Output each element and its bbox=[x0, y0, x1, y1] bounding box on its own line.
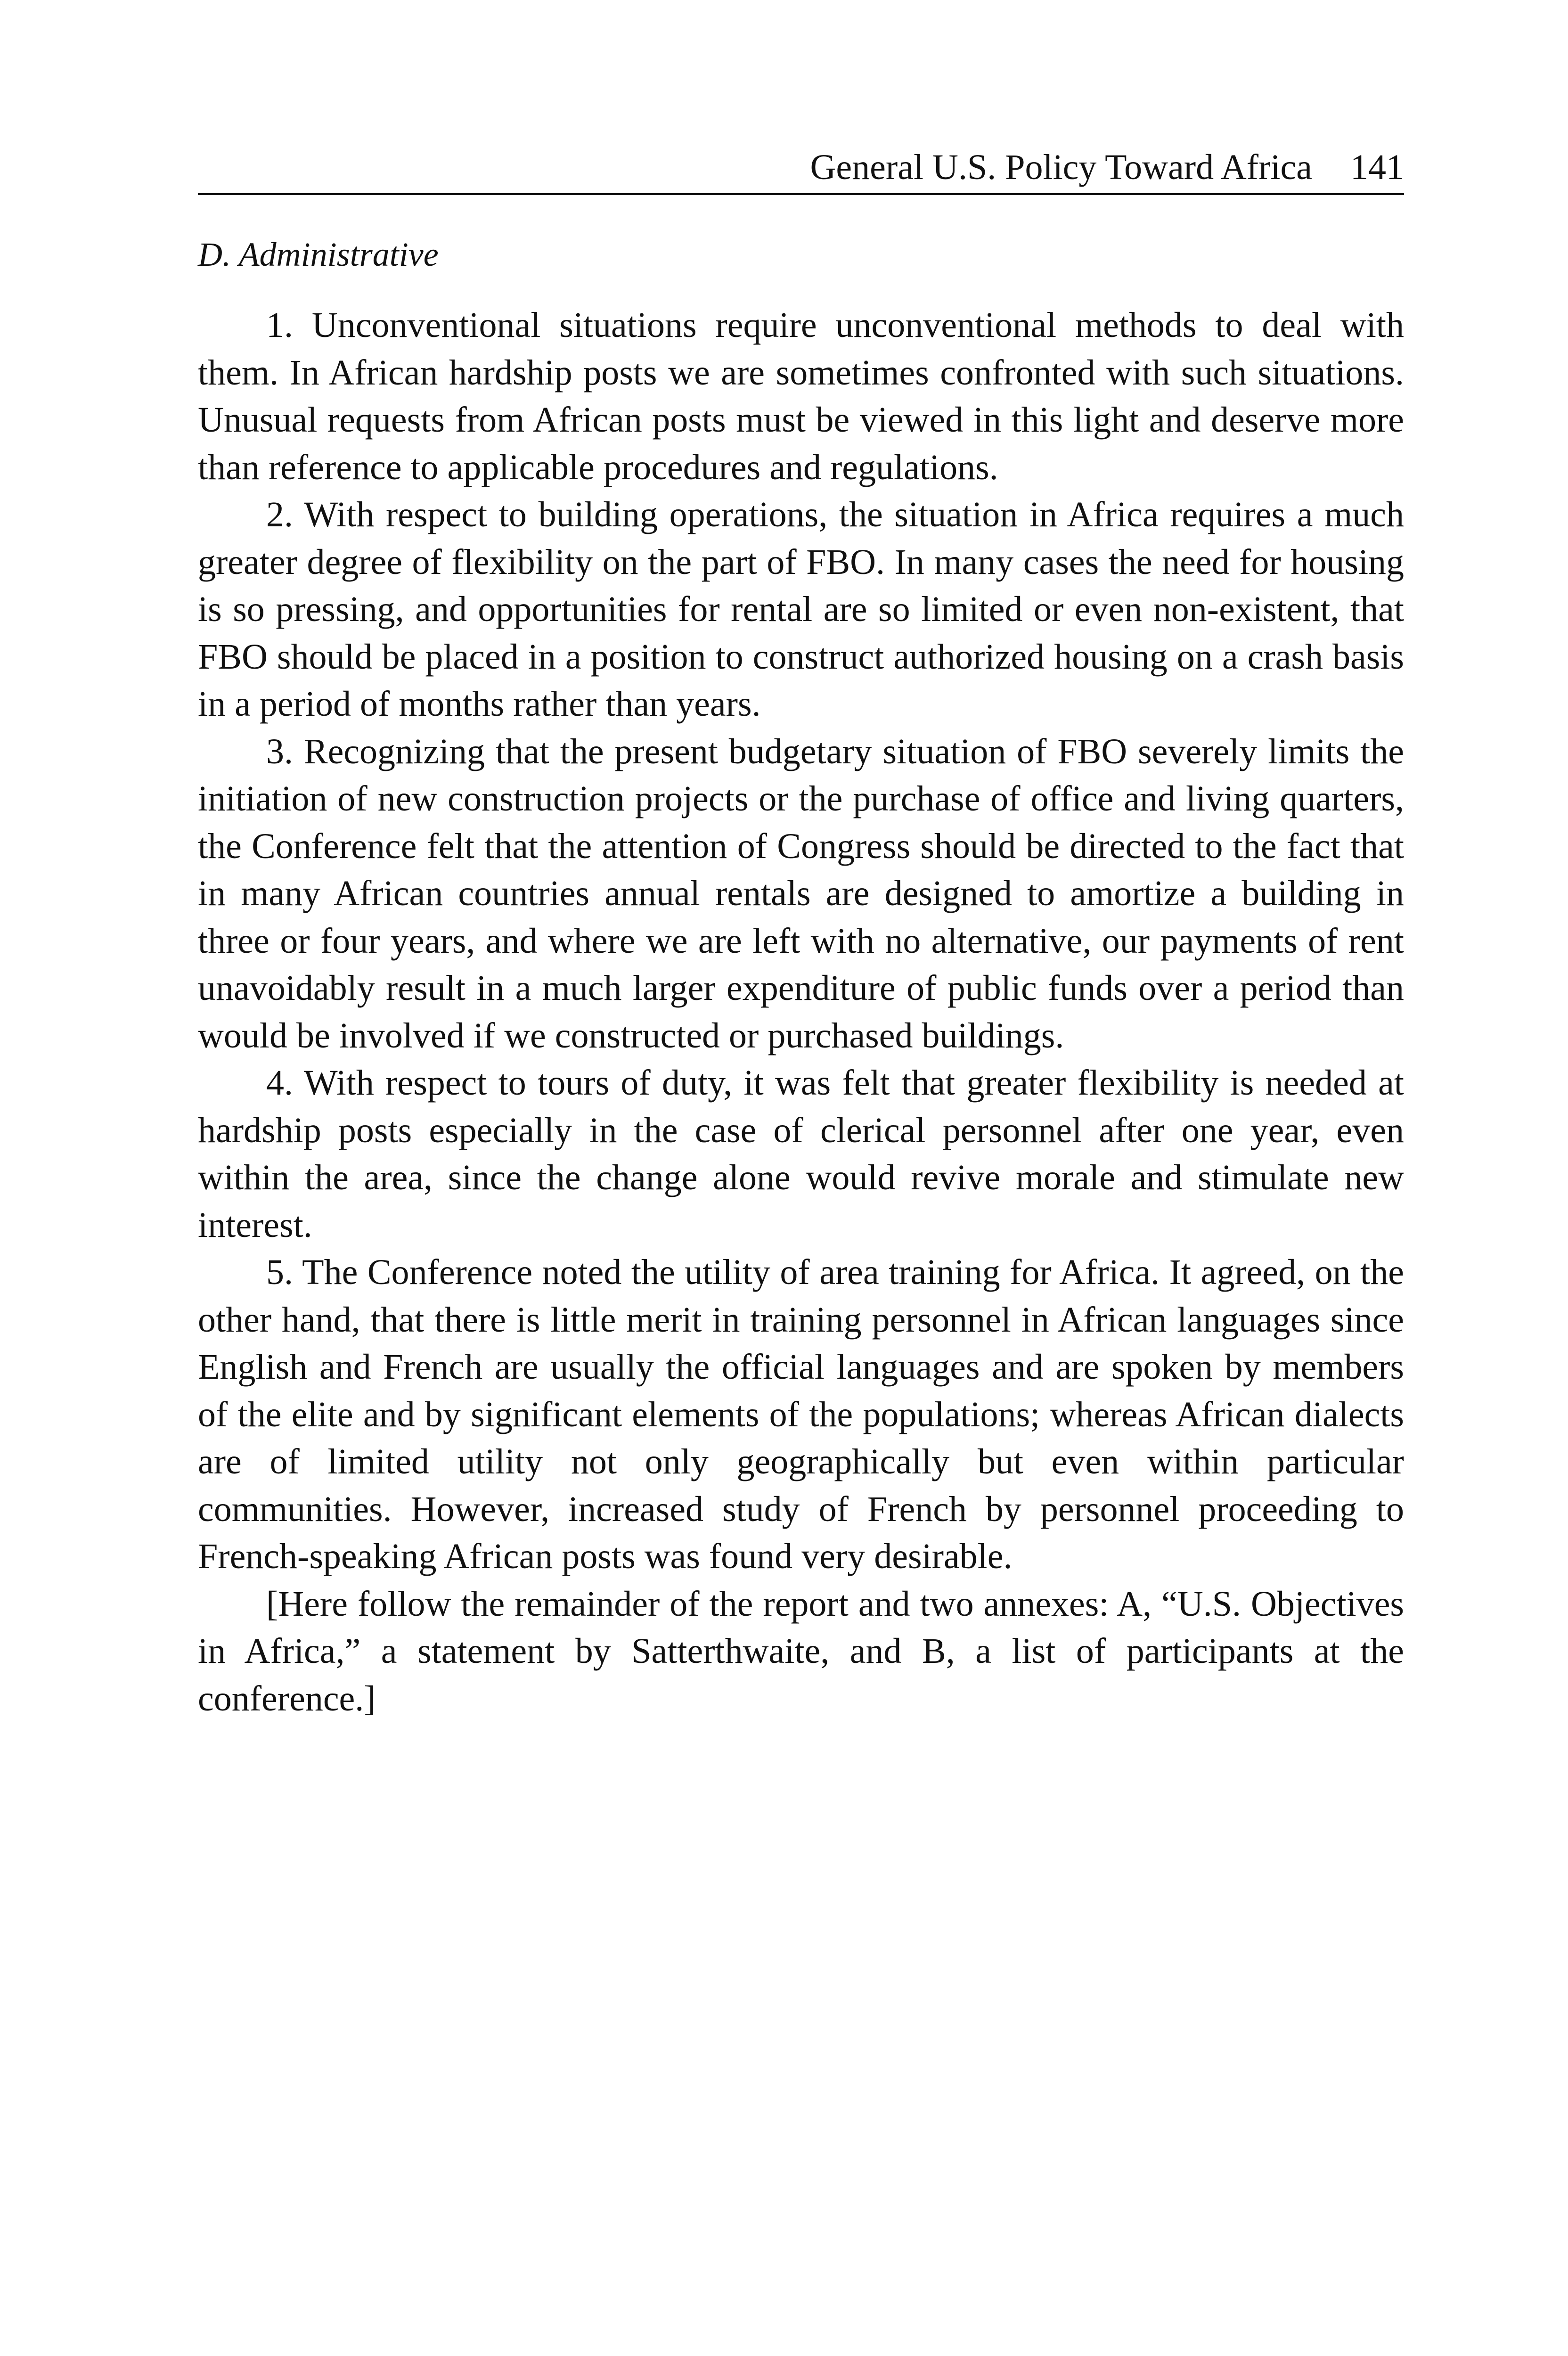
page-number: 141 bbox=[1350, 147, 1404, 187]
paragraph-4: 4. With respect to tours of duty, it was felt that greater flexibility is needed at hardship posts especially in the case of clerical personnel after one year, even within the area, since the change alone would revive morale and stimulate new interest. bbox=[198, 1063, 1404, 1245]
section-heading: D. Administrative bbox=[198, 236, 439, 273]
editorial-note: [Here follow the remainder of the report and two annexes: A, “U.S. Objectives in Africa,” a statement by Satterthwaite, and B, a list of participants at the conference.] bbox=[198, 1584, 1404, 1718]
paragraph-5: 5. The Conference noted the utility of area training for Africa. It agreed, on the other hand, that there is little merit in training personnel in African languages since English and French are usually the official languages and are spoken by members of the elite and by significant elements of the populations; whereas African dialects are of limited utility not only geographically but even within particular communities. However, increased study of French by personnel proceeding to French-speaking African posts was found very desirable. bbox=[198, 1252, 1404, 1576]
running-head-title: General U.S. Policy Toward Africa bbox=[810, 147, 1312, 187]
paragraph-2: 2. With respect to building operations, the situation in Africa requires a much greater degree of flexibility on the part of FBO. In many cases the need for housing is so pressing, and opportunities for rental are so limited or even non-existent, that FBO should be placed in a position to construct authorized housing on a crash basis in a period of months rather than years. bbox=[198, 495, 1404, 724]
paragraph-1: 1. Unconventional situations require unconventional methods to deal with them. In African hardship posts we are sometimes confronted with such situations. Unusual requests from African posts must be viewed in this light and deserve more than reference to applicable procedures and regulations. bbox=[198, 305, 1404, 487]
running-head bbox=[198, 141, 1404, 195]
body-text bbox=[198, 302, 1404, 1722]
document-page bbox=[198, 0, 1404, 2356]
paragraph-3: 3. Recognizing that the present budgetary situation of FBO severely limits the initiation of new construction projects or the purchase of office and living quarters, the Conference felt that the attention of Congress should be directed to the fact that in many African countries annual rentals are designed to amortize a building in three or four years, and where we are left with no alternative, our payments of rent unavoidably result in a much larger expenditure of public funds over a period than would be involved if we constructed or purchased buildings. bbox=[198, 731, 1404, 1055]
